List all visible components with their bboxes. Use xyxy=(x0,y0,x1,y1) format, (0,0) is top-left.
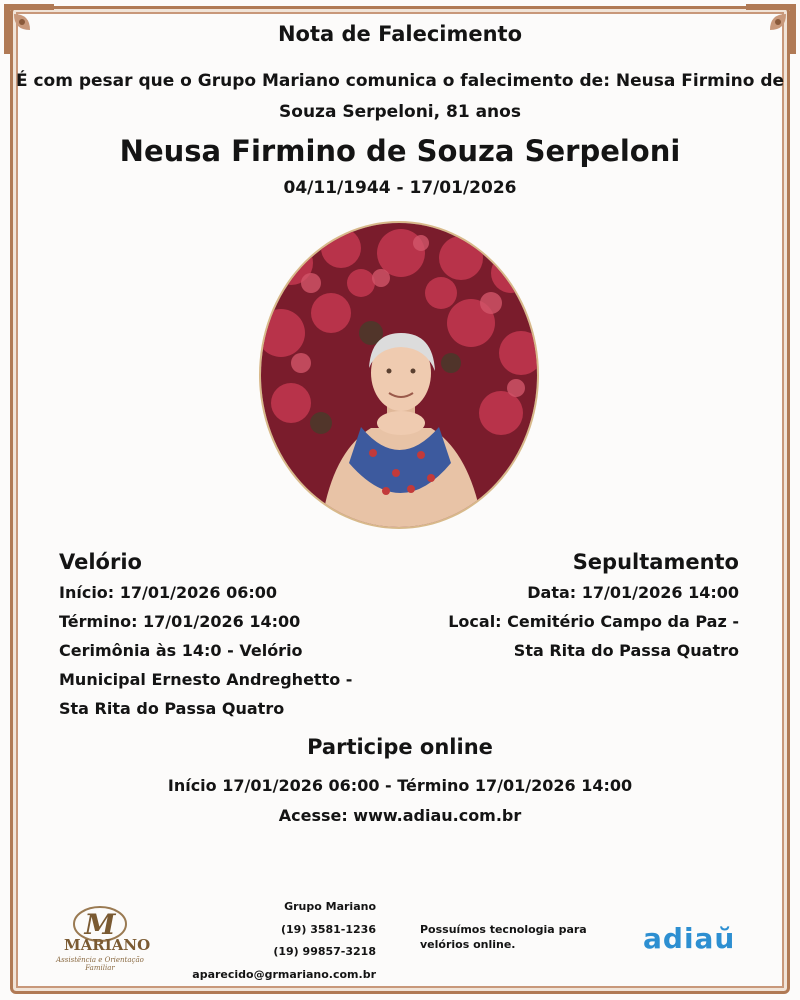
velorio-line: Municipal Ernesto Andreghetto - xyxy=(59,670,353,689)
velorio-heading: Velório xyxy=(59,550,142,574)
sepultamento-line: Data: 17/01/2026 14:00 xyxy=(527,583,739,602)
sepultamento-line: Local: Cemitério Campo da Paz - xyxy=(448,612,739,631)
online-heading: Participe online xyxy=(307,735,493,759)
velorio-line: Início: 17/01/2026 06:00 xyxy=(59,583,278,602)
sepultamento-section xyxy=(400,546,739,665)
life-dates: 04/11/1944 - 17/01/2026 xyxy=(283,178,517,198)
tech-note: Possuímos tecnologia para velórios online. xyxy=(420,923,587,951)
company-name: Grupo Mariano xyxy=(284,900,376,913)
deceased-name: Neusa Firmino de Souza Serpeloni xyxy=(119,134,681,168)
svg-text:M: M xyxy=(84,908,116,941)
intro-text: É com pesar que o Grupo Mariano comunica o falecimento de: Neusa Firmino de Souza Serpeloni, 81 anos xyxy=(15,71,785,122)
velorio-line: Cerimônia às 14:0 - Velório xyxy=(59,641,303,660)
phone-2[interactable]: (19) 99857-3218 xyxy=(273,945,376,958)
page-title: Nota de Falecimento xyxy=(277,22,523,46)
contact-block xyxy=(176,896,376,986)
velorio-line: Sta Rita do Passa Quatro xyxy=(59,699,285,718)
portrait-photo xyxy=(259,221,539,529)
phone-1[interactable]: (19) 3581-1236 xyxy=(281,922,376,936)
adiau-logo: adiaŭ xyxy=(643,922,736,955)
sepultamento-heading: Sepultamento xyxy=(572,550,739,574)
mariano-logo-tagline: Assistência e Orientação Familiar xyxy=(56,956,144,972)
velorio-line: Término: 17/01/2026 14:00 xyxy=(59,612,301,631)
sepultamento-line: Sta Rita do Passa Quatro xyxy=(513,641,739,660)
online-site-link[interactable]: Acesse: www.adiau.com.br xyxy=(278,806,522,825)
online-times: Início 17/01/2026 06:00 - Término 17/01/2026 14:00 xyxy=(167,776,633,795)
mariano-logo-word: MARIANO xyxy=(64,936,151,954)
email-link[interactable]: aparecido@grmariano.com.br xyxy=(192,967,376,981)
mariano-logo xyxy=(44,902,156,972)
velorio-section xyxy=(59,546,399,723)
